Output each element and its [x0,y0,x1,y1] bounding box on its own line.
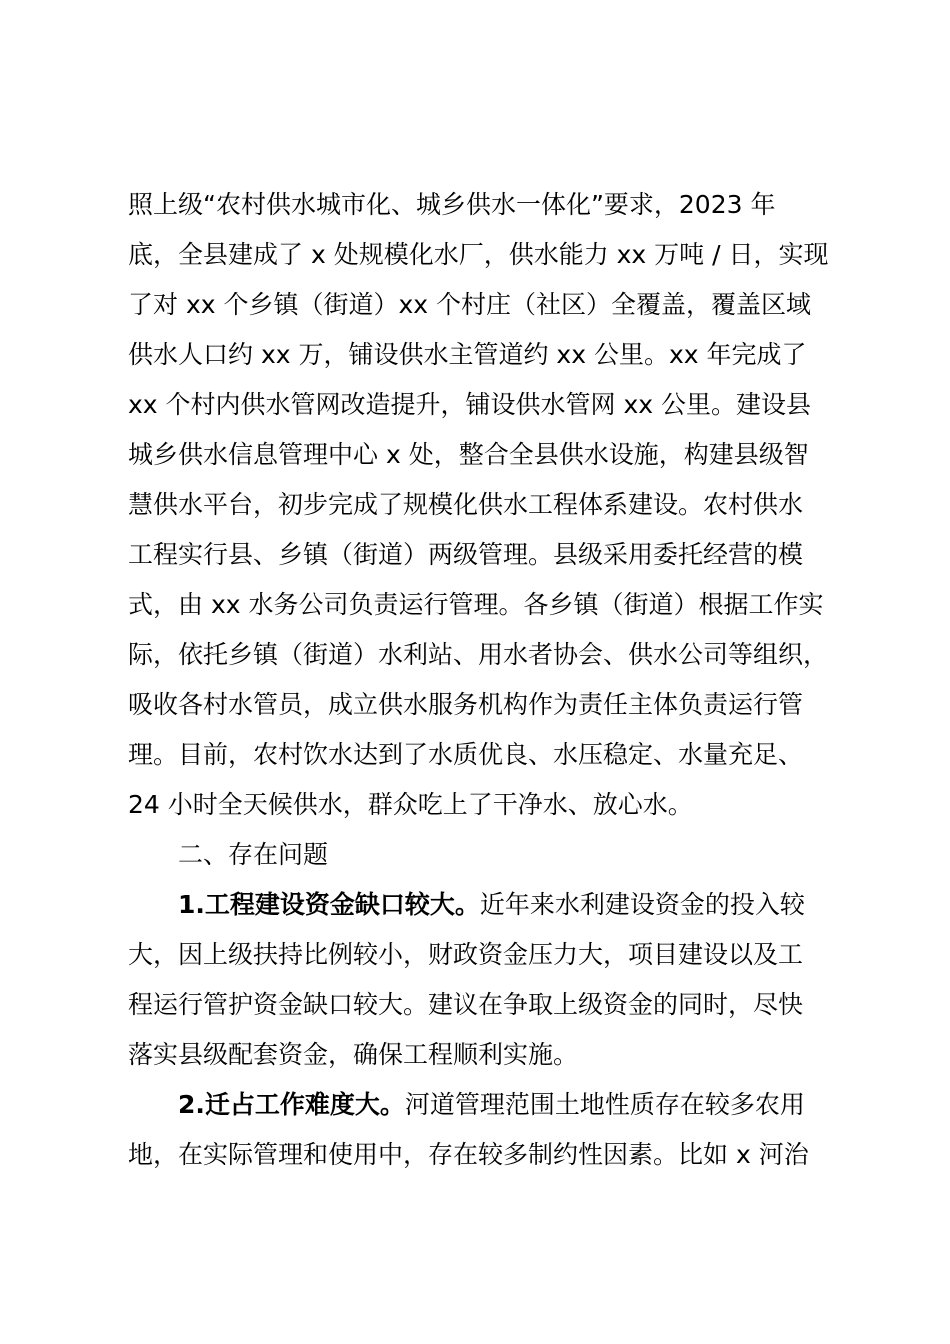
section-title [128,830,858,880]
text-line: 理。目前，农村饮水达到了水质优良、水压稳定、水量充足、 [128,740,804,769]
text-line: 落实县级配套资金，确保工程顺利实施。 [128,1040,579,1069]
issue-paragraph-1-cont [128,930,858,1080]
text-line: 城乡供水信息管理中心 x 处，整合全县供水设施，构建县级智 [128,440,809,469]
issue-heading: 1.工程建设资金缺口较大。 [178,890,480,919]
text-line: 底，全县建成了 x 处规模化水厂，供水能力 xx 万吨 / 日，实现 [128,240,829,269]
text-line: 慧供水平台，初步完成了规模化供水工程体系建设。农村供水 [128,490,804,519]
intro-paragraph [128,180,858,830]
text-line: 程运行管护资金缺口较大。建议在争取上级资金的同时，尽快 [128,990,804,1019]
text-line: 照上级“农村供水城市化、城乡供水一体化”要求，2023 年 [128,190,776,219]
text-line [128,1080,858,1130]
issue-text: 河道管理范围土地性质存在较多农用 [404,1090,805,1119]
text-line: 际，依托乡镇（街道）水利站、用水者协会、供水公司等组织， [128,640,829,669]
text-line: 了对 xx 个乡镇（街道）xx 个村庄（社区）全覆盖，覆盖区域 [128,290,812,319]
text-line: 供水人口约 xx 万，铺设供水主管道约 xx 公里。xx 年完成了 [128,340,807,369]
issue-text: 近年来水利建设资金的投入较 [479,890,805,919]
text-line: 地，在实际管理和使用中，存在较多制约性因素。比如 x 河治 [128,1140,809,1169]
text-line [128,880,858,930]
issue-paragraph-1 [128,880,858,930]
text-line: 工程实行县、乡镇（街道）两级管理。县级采用委托经营的模 [128,540,804,569]
document-body [128,180,858,1180]
text-line: xx 个村内供水管网改造提升，铺设供水管网 xx 公里。建设县 [128,390,812,419]
text-line: 24 小时全天候供水，群众吃上了干净水、放心水。 [128,790,693,819]
issue-paragraph-2-cont [128,1130,858,1180]
section-title-text: 二、存在问题 [178,840,329,869]
issue-heading: 2.迁占工作难度大。 [178,1090,405,1119]
text-line: 大，因上级扶持比例较小，财政资金压力大，项目建设以及工 [128,940,804,969]
text-line: 式，由 xx 水务公司负责运行管理。各乡镇（街道）根据工作实 [128,590,824,619]
text-line: 吸收各村水管员，成立供水服务机构作为责任主体负责运行管 [128,690,804,719]
issue-paragraph-2 [128,1080,858,1130]
